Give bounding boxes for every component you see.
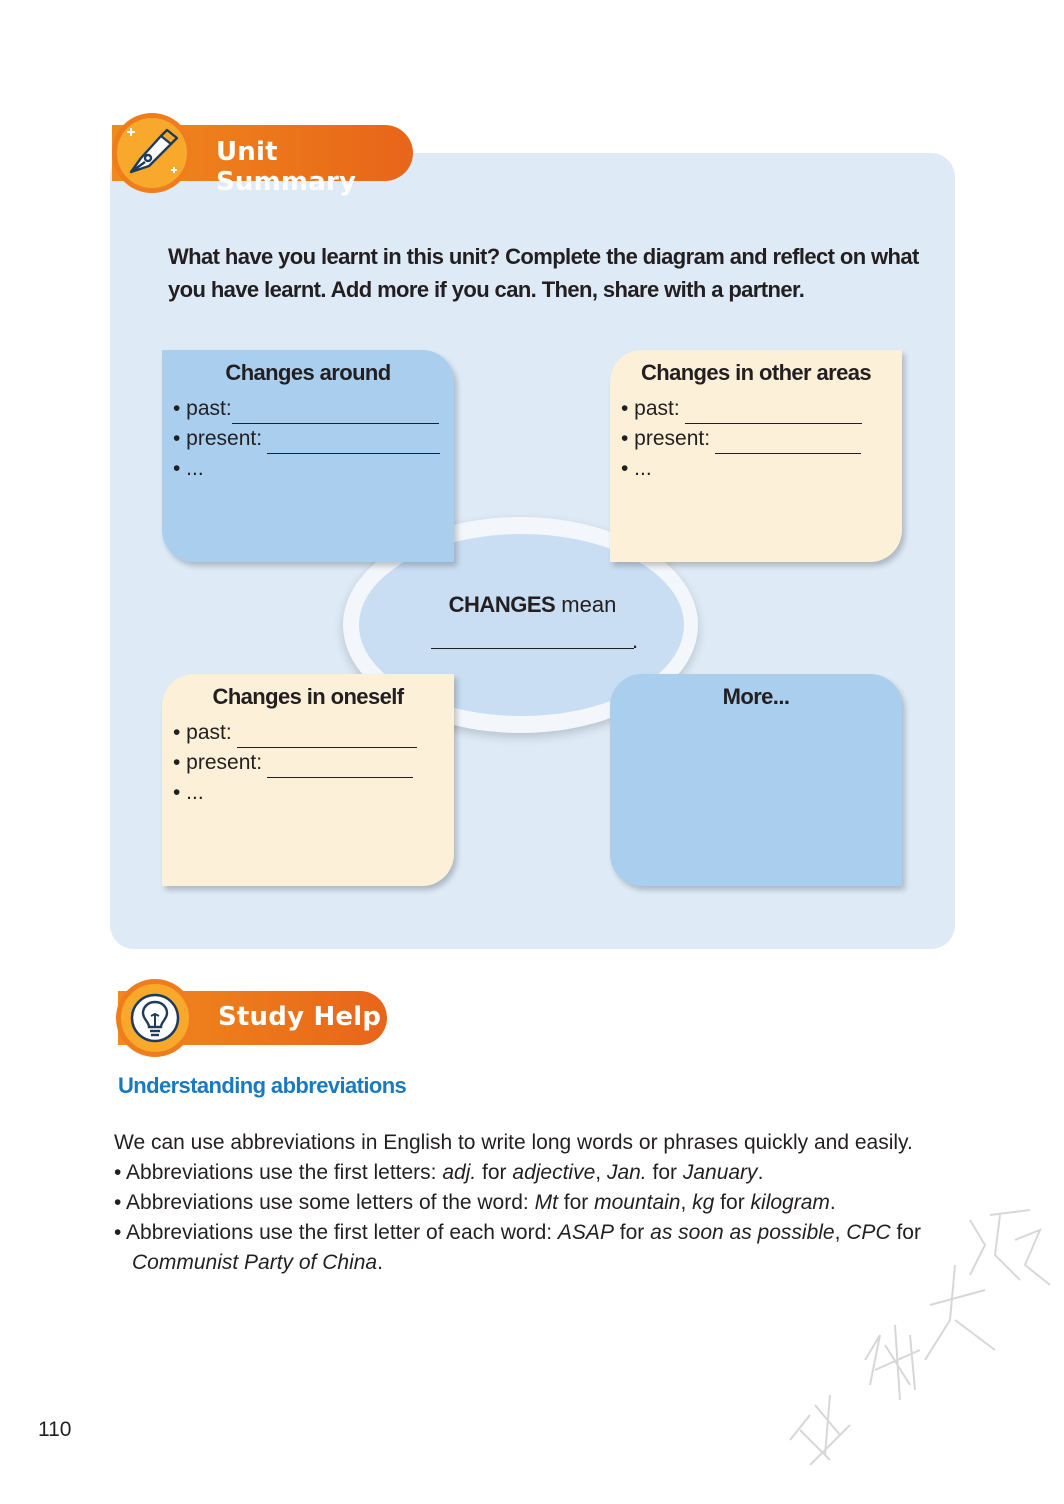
lightbulb-icon xyxy=(116,979,194,1057)
instructions-text: What have you learnt in this unit? Complete the diagram and reflect on what you have learnt. Add more if you can. Then, share with a partner. xyxy=(168,244,919,302)
list-item: • present: xyxy=(621,424,862,454)
answer-blank[interactable] xyxy=(685,401,862,424)
answer-blank[interactable] xyxy=(267,431,440,454)
pen-nib-icon xyxy=(112,113,192,193)
page-number: 110 xyxy=(38,1418,72,1441)
list-item: • present: xyxy=(173,748,417,778)
box-title: More... xyxy=(722,684,790,709)
box-title: Changes around xyxy=(225,360,391,385)
list-item: • ... xyxy=(621,457,652,480)
list-item: • past: xyxy=(173,718,417,748)
box-title: Changes in oneself xyxy=(212,684,404,709)
center-answer-blank[interactable] xyxy=(431,648,634,649)
box-title: Changes in other areas xyxy=(640,360,872,385)
answer-blank[interactable] xyxy=(237,725,417,748)
answer-blank[interactable] xyxy=(267,755,413,778)
answer-blank[interactable] xyxy=(232,401,439,424)
list-item: • past: xyxy=(621,394,862,424)
center-prompt xyxy=(380,592,685,618)
study-help-title: Study Help xyxy=(218,1002,382,1032)
unit-summary-title: Unit Summary xyxy=(216,137,357,197)
list-item: • ... xyxy=(173,457,204,480)
study-help-subheading: Understanding abbreviations xyxy=(118,1073,407,1098)
intro-paragraph: We can use abbreviations in English to write long words or phrases quickly and easily. xyxy=(114,1131,913,1154)
center-prompt-rest: mean xyxy=(555,592,617,617)
list-item: • past: xyxy=(173,394,440,424)
box-more xyxy=(610,674,902,886)
bullet-item: • Abbreviations use the first letter of each word: ASAP for as soon as possible, CPC for Communist Party of China. xyxy=(114,1221,921,1274)
center-prompt-end: . xyxy=(632,628,639,653)
list-item: • present: xyxy=(173,424,440,454)
bullet-item: • Abbreviations use the first letters: adj. for adjective, Jan. for January. xyxy=(114,1161,764,1184)
list-item: • ... xyxy=(173,781,204,804)
watermark xyxy=(770,1185,1060,1485)
box-changes-around xyxy=(162,350,454,562)
center-prompt-bold: CHANGES xyxy=(448,592,556,617)
box-changes-in-oneself xyxy=(162,674,454,886)
box-changes-other-areas xyxy=(610,350,902,562)
answer-blank[interactable] xyxy=(715,431,861,454)
bullet-item: • Abbreviations use some letters of the word: Mt for mountain, kg for kilogram. xyxy=(114,1191,836,1214)
